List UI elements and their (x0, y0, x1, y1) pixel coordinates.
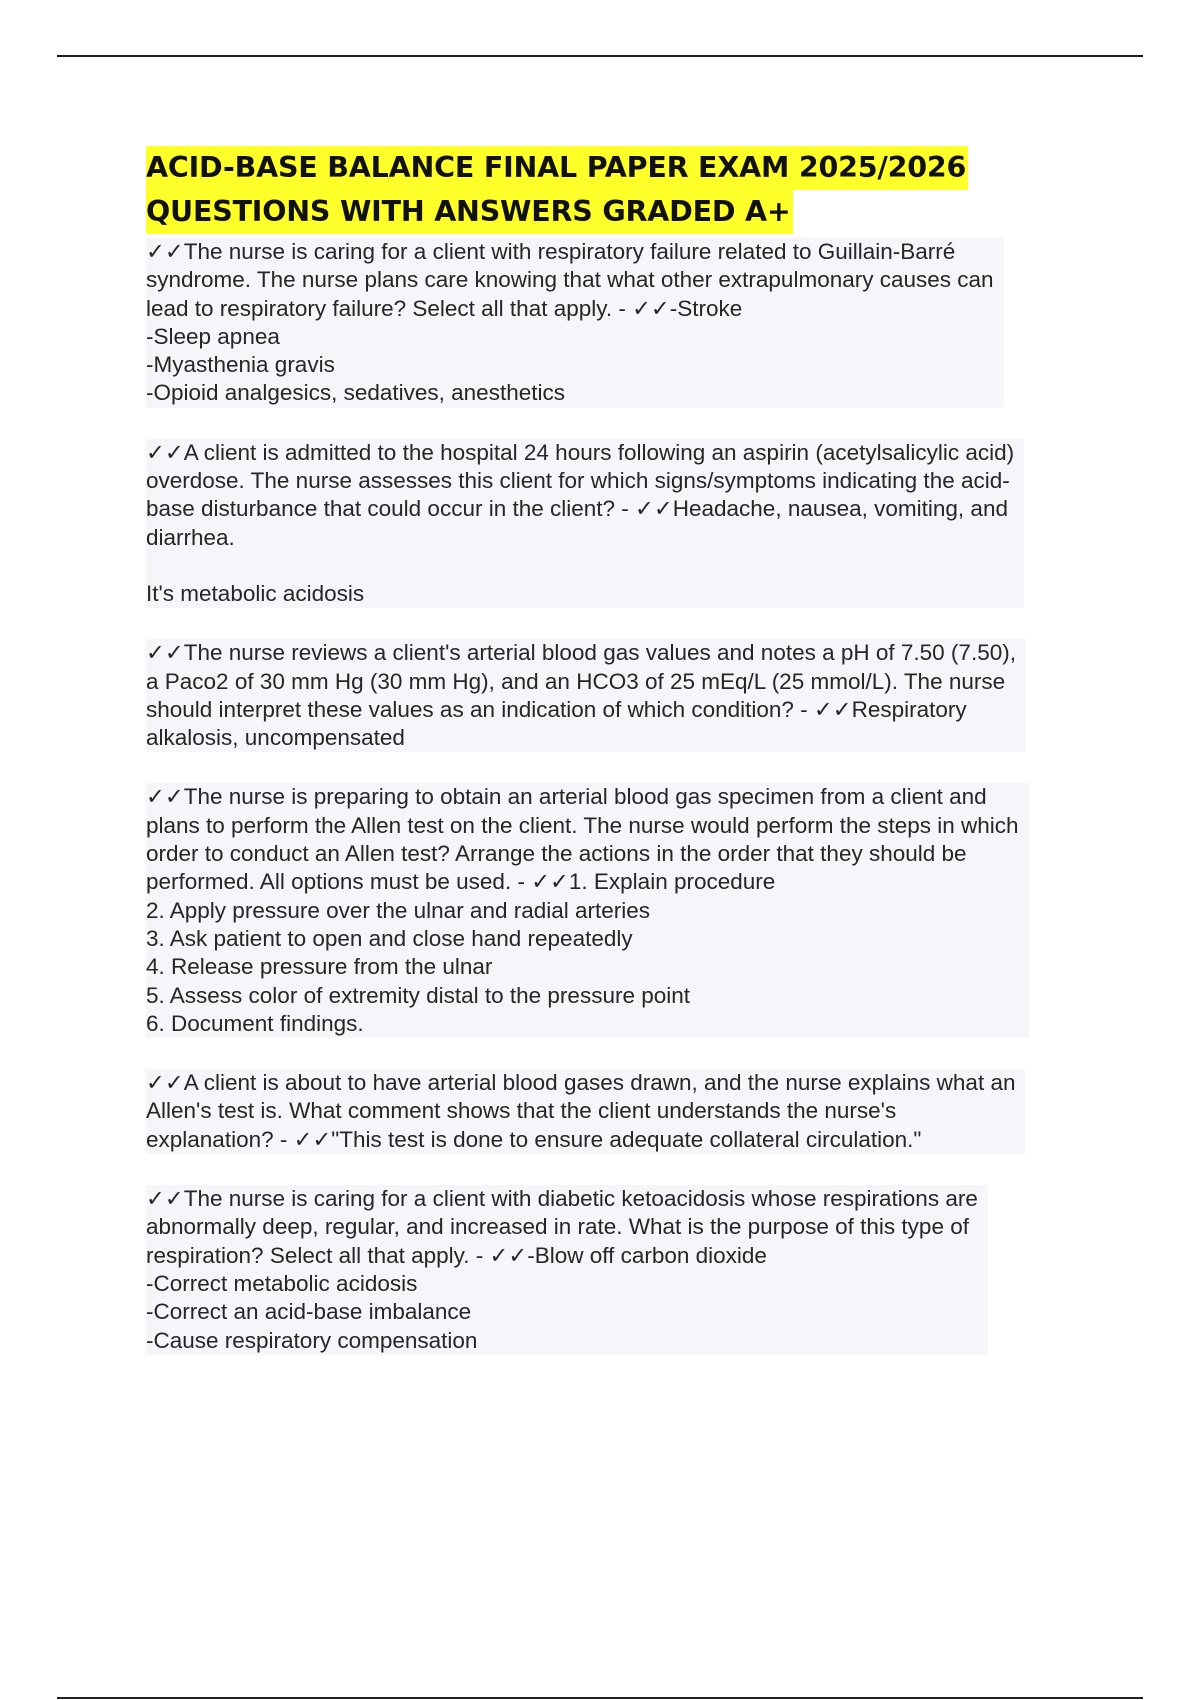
qa-line: -Cause respiratory compensation (146, 1327, 478, 1353)
qa-line: order to conduct an Allen test? Arrange the actions in the order that they should be (146, 841, 967, 867)
document-title (146, 146, 1086, 234)
qa-line: abnormally deep, regular, and increased in rate. What is the purpose of this type of (146, 1214, 969, 1240)
qa-line: plans to perform the Allen test on the client. The nurse would perform the steps in which (146, 812, 1019, 838)
qa-line: ✓✓A client is admitted to the hospital 24 hours following an aspirin (acetylsalicylic acid) (146, 439, 1015, 465)
qa-line: 5. Assess color of extremity distal to the pressure point (146, 982, 690, 1008)
qa-line: syndrome. The nurse plans care knowing that what other extrapulmonary causes can (146, 267, 994, 293)
qa-line: performed. All options must be used. - ✓✓1. Explain procedure (146, 869, 776, 895)
qa-line: 6. Document findings. (146, 1010, 364, 1036)
qa-line: base disturbance that could occur in the client? - ✓✓Headache, nausea, vomiting, and (146, 496, 1008, 522)
footer-rule (57, 1697, 1143, 1699)
qa-line: ✓✓The nurse is caring for a client with respiratory failure related to Guillain-Barré (146, 239, 956, 264)
qa-line: ✓✓The nurse reviews a client's arterial blood gas values and notes a pH of 7.50 (7.50), (146, 640, 1016, 666)
qa-line: -Correct an acid-base imbalance (146, 1299, 472, 1325)
qa-line: ✓✓The nurse is preparing to obtain an arterial blood gas specimen from a client and (146, 784, 987, 810)
qa-line: It's metabolic acidosis (146, 580, 365, 606)
qa-line: diarrhea. (146, 524, 235, 550)
title-line-2: QUESTIONS WITH ANSWERS GRADED A+ (146, 190, 793, 234)
qa-line: ✓✓The nurse is caring for a client with diabetic ketoacidosis whose respirations are (146, 1186, 978, 1212)
qa-item-2 (146, 439, 1024, 608)
qa-item-5 (146, 1069, 1025, 1154)
qa-line: lead to respiratory failure? Select all that apply. - ✓✓-Stroke (146, 295, 743, 321)
qa-line: -Correct metabolic acidosis (146, 1270, 418, 1296)
qa-line: Allen's test is. What comment shows that the client understands the nurse's (146, 1098, 897, 1124)
qa-line: 3. Ask patient to open and close hand repeatedly (146, 925, 633, 951)
qa-line: ✓✓A client is about to have arterial blood gases drawn, and the nurse explains what an (146, 1070, 1016, 1096)
qa-item-4 (146, 783, 1029, 1038)
qa-item-6 (146, 1185, 988, 1355)
qa-line: a Paco2 of 30 mm Hg (30 mm Hg), and an HCO3 of 25 mEq/L (25 mmol/L). The nurse (146, 668, 1006, 694)
qa-line: -Opioid analgesics, sedatives, anesthetics (146, 380, 565, 406)
qa-line: 2. Apply pressure over the ulnar and radial arteries (146, 897, 651, 923)
qa-line: overdose. The nurse assesses this client for which signs/symptoms indicating the acid- (146, 468, 1010, 494)
header-rule (57, 55, 1143, 57)
qa-line: -Myasthenia gravis (146, 352, 335, 378)
qa-line: alkalosis, uncompensated (146, 725, 405, 751)
title-line-1: ACID-BASE BALANCE FINAL PAPER EXAM 2025/2026 (146, 146, 968, 190)
qa-line: explanation? - ✓✓"This test is done to ensure adequate collateral circulation." (146, 1126, 922, 1152)
qa-item-1 (146, 238, 1004, 408)
qa-line: should interpret these values as an indication of which condition? - ✓✓Respiratory (146, 696, 967, 722)
paragraph-gap (146, 552, 1014, 580)
qa-line: respiration? Select all that apply. - ✓✓-Blow off carbon dioxide (146, 1242, 767, 1268)
document-body (146, 146, 1086, 1386)
qa-line: 4. Release pressure from the ulnar (146, 954, 493, 980)
qa-line: -Sleep apnea (146, 323, 280, 349)
qa-item-3 (146, 639, 1026, 752)
